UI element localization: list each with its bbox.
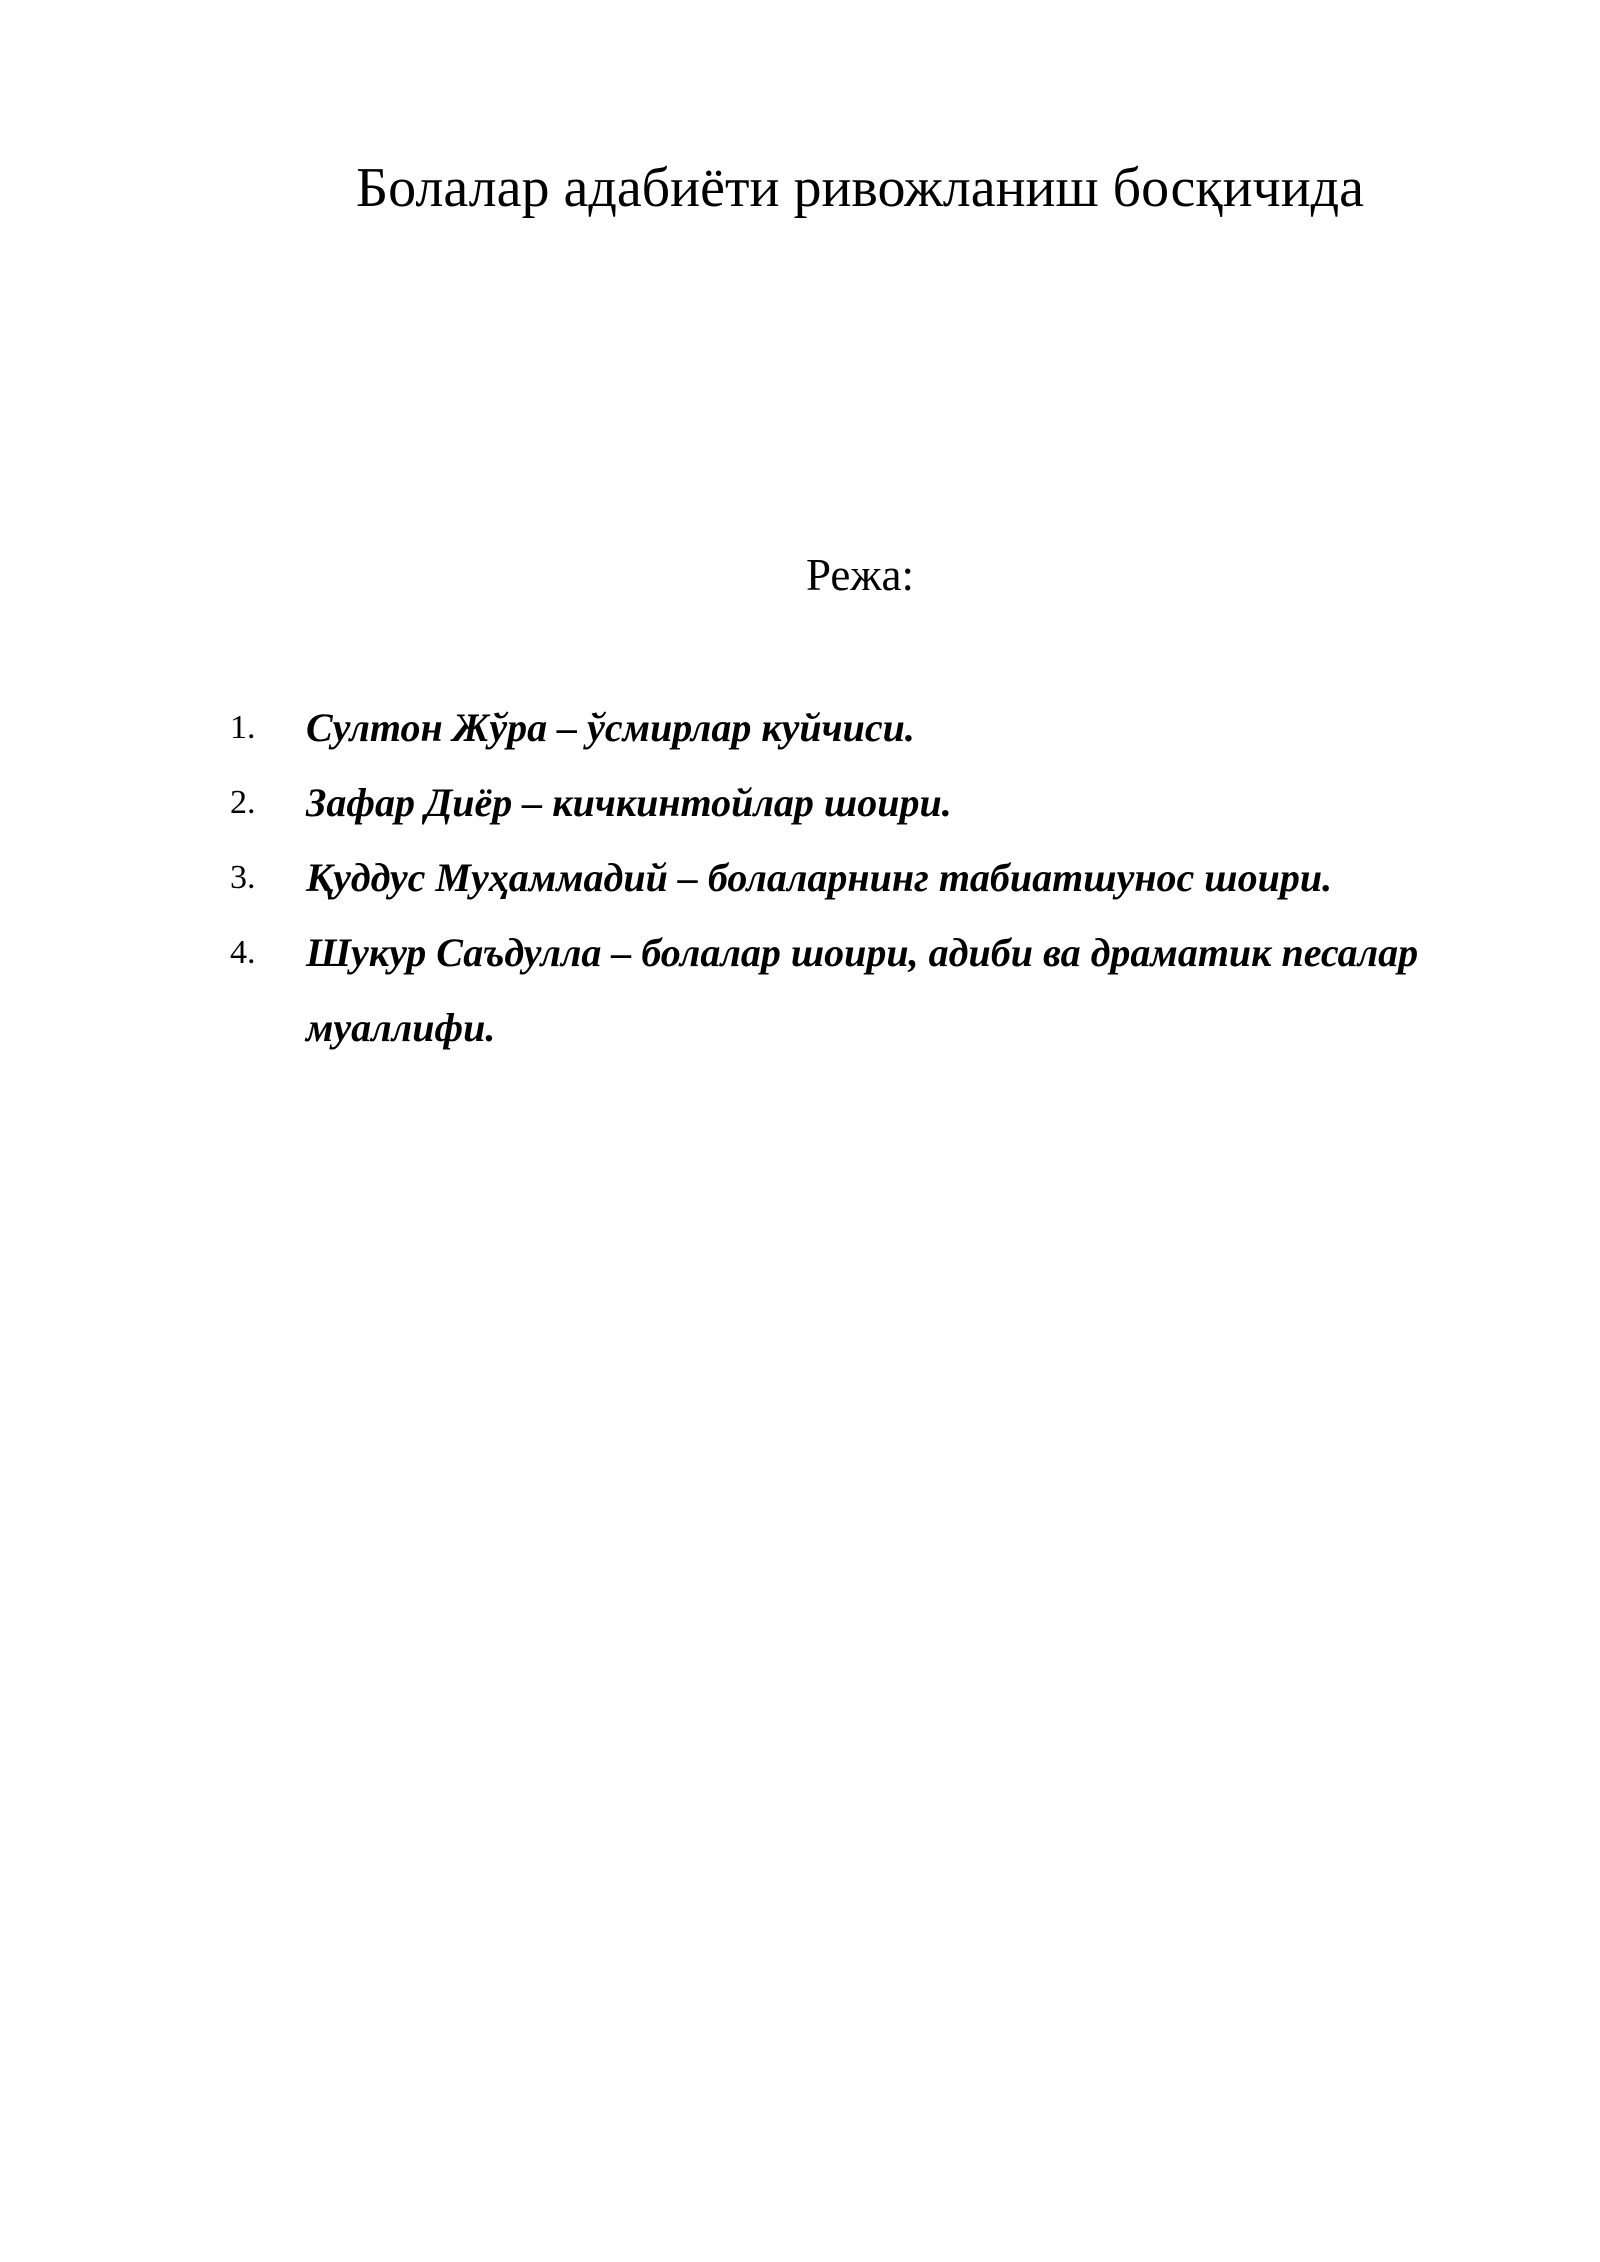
list-item-text: Шукур Саъдулла – болалар шоири, адиби ва драматик песалар муаллифи. [306, 930, 1419, 1050]
list-item [230, 840, 1470, 915]
plan-heading: Режа: [806, 550, 914, 600]
list-item-number: 3. [230, 859, 256, 896]
list-item-text: Зафар Диёр – кичкинтойлар шоири. [306, 780, 952, 825]
document-title: Болалар адабиёти ривожланиш босқичида [355, 157, 1365, 219]
list-item-text: Қуддус Муҳаммадий – болаларнинг табиатшунос шоири. [306, 855, 1333, 900]
list-item-number: 4. [230, 934, 256, 971]
list-item [230, 765, 1470, 840]
plan-list [230, 690, 1470, 1065]
list-item-text: Султон Жўра – ўсмирлар куйчиси. [306, 705, 915, 750]
list-item-number: 1. [230, 709, 256, 746]
list-item [230, 690, 1470, 765]
list-item [230, 915, 1470, 1065]
list-item-number: 2. [230, 784, 256, 821]
